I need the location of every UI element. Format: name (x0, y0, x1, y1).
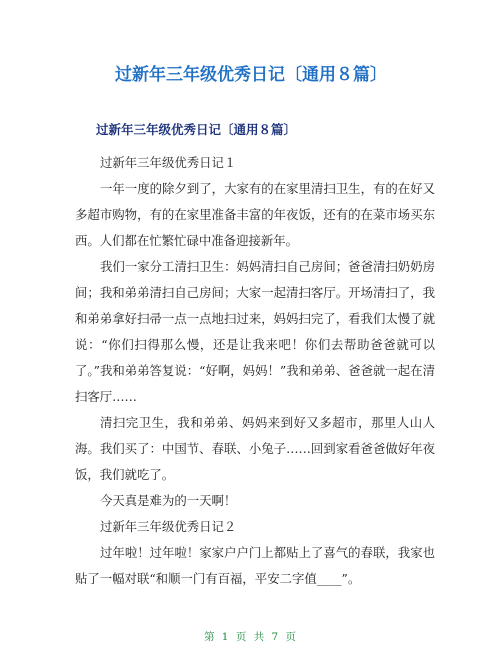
entry-heading: 过新年三年级优秀日记２ (100, 519, 237, 534)
page-number-footer: 第 1 页 共 7 页 (203, 631, 299, 643)
entry-heading: 过新年三年级优秀日记１ (100, 155, 237, 170)
body-paragraph: 一年一度的除夕到了，大家有的在家里清扫卫生，有的在好又多超市购物，有的在家里准备丰富的年夜饭，还有的在菜市场买东西。人们都在忙繁忙碌中准备迎接新年。 (75, 181, 435, 248)
body-paragraph: 我们一家分工清扫卫生：妈妈清扫自己房间；爸爸清扫奶奶房间；我和弟弟清扫自己房间；大家一起清扫客厅。开场清扫了，我和弟弟拿好扫帚一点一点地扫过来，妈妈扫完了，看我们太慢了就说：“你们扫得那么慢，还是让我来吧！你们去帮助爸爸就可以了。”我和弟弟答复说：“好啊，妈妈！”我和弟弟、爸爸就一起在清扫客厅…… (75, 259, 435, 404)
body-paragraph: 今天真是难为的一天啊！ (100, 493, 237, 508)
body-paragraph: 清扫完卫生，我和弟弟、妈妈来到好又多超市，那里人山人海。我们买了：中国节、春联、小兔子……回到家看爸爸做好年夜饭，我们就吃了。 (75, 415, 435, 482)
section-heading: 过新年三年级优秀日记〔通用８篇〕 (96, 122, 297, 137)
document-body (75, 150, 435, 592)
body-paragraph: 过年啦！过年啦！家家户户门上都贴上了喜气的春联，我家也贴了一幅对联“和顺一门有百福，平安二字值____”。 (75, 545, 435, 586)
document-title: 过新年三年级优秀日记〔通用８篇〕 (115, 65, 387, 85)
